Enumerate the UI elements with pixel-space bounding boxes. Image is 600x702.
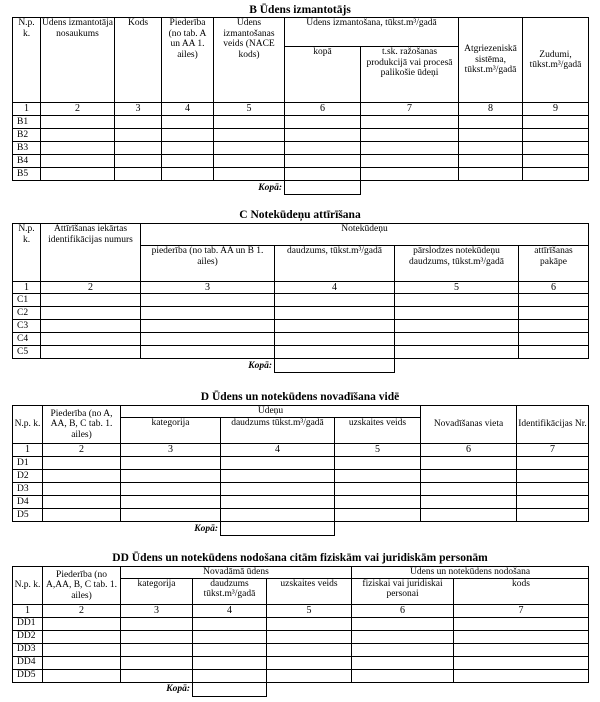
dd-col-accounting: uzskaites veids [267, 578, 352, 604]
row-label: B4 [13, 155, 41, 168]
cell[interactable] [395, 333, 519, 346]
cell[interactable] [121, 496, 221, 509]
cell[interactable] [43, 630, 121, 643]
cell[interactable] [519, 346, 589, 359]
cell[interactable] [459, 129, 523, 142]
cell[interactable] [41, 142, 115, 155]
table-dd [12, 566, 589, 697]
total-row [13, 181, 589, 195]
cell[interactable] [421, 509, 517, 522]
cell[interactable] [361, 168, 459, 181]
cell[interactable] [421, 470, 517, 483]
cell[interactable] [214, 116, 285, 129]
cell[interactable] [335, 483, 421, 496]
b-col-np: N.p. k. [13, 18, 41, 103]
table-row [13, 630, 589, 643]
row-label: DD3 [13, 643, 43, 656]
cell[interactable] [517, 470, 589, 483]
dd-col-handover: Ūdens un notekūdens nodošana [352, 567, 589, 579]
table-row [13, 307, 589, 320]
cell[interactable] [285, 129, 361, 142]
cell[interactable] [121, 470, 221, 483]
cell[interactable] [141, 333, 275, 346]
row-label: D2 [13, 470, 43, 483]
cell[interactable] [121, 457, 221, 470]
row-label: D4 [13, 496, 43, 509]
cell[interactable] [141, 320, 275, 333]
table-row [13, 168, 589, 181]
cell[interactable] [41, 116, 115, 129]
total-label: Kopā: [121, 522, 221, 536]
total-cell[interactable] [285, 181, 361, 195]
dd-col-amount: daudzums tūkst.m³/gadā [193, 578, 267, 604]
cell[interactable] [517, 457, 589, 470]
cell[interactable] [41, 307, 141, 320]
table-row [13, 320, 589, 333]
dd-num: 5 [267, 604, 352, 617]
cell[interactable] [517, 509, 589, 522]
cell[interactable] [267, 656, 352, 669]
b-num: 8 [459, 103, 523, 116]
cell[interactable] [519, 320, 589, 333]
cell[interactable] [43, 669, 121, 682]
d-col-belong: Piederība (no A, AA, B, C tab. 1. ailes) [43, 406, 121, 444]
row-label: B1 [13, 116, 41, 129]
cell[interactable] [361, 116, 459, 129]
table-row [13, 116, 589, 129]
row-label: C4 [13, 333, 41, 346]
cell[interactable] [395, 346, 519, 359]
section-d-title: D Ūdens un notekūdens novadīšana vidē [200, 391, 400, 403]
cell[interactable] [459, 155, 523, 168]
b-num: 9 [523, 103, 589, 116]
table-row [13, 470, 589, 483]
cell[interactable] [121, 483, 221, 496]
b-num: 7 [361, 103, 459, 116]
cell[interactable] [43, 496, 121, 509]
cell[interactable] [43, 483, 121, 496]
c-col-amount: daudzums, tūkst.m³/gadā [275, 246, 395, 282]
row-label: DD2 [13, 630, 43, 643]
cell[interactable] [275, 320, 395, 333]
table-row [13, 643, 589, 656]
cell[interactable] [121, 509, 221, 522]
cell[interactable] [162, 116, 214, 129]
cell[interactable] [285, 168, 361, 181]
dd-num: 6 [352, 604, 454, 617]
cell[interactable] [421, 483, 517, 496]
cell[interactable] [352, 617, 454, 630]
cell[interactable] [335, 470, 421, 483]
cell[interactable] [267, 643, 352, 656]
cell[interactable] [395, 307, 519, 320]
cell[interactable] [459, 142, 523, 155]
cell[interactable] [141, 294, 275, 307]
cell[interactable] [41, 168, 115, 181]
cell[interactable] [395, 294, 519, 307]
dd-col-np: N.p. k. [13, 567, 43, 605]
table-row [13, 483, 589, 496]
d-num: 2 [43, 444, 121, 457]
cell[interactable] [459, 116, 523, 129]
row-label: C2 [13, 307, 41, 320]
row-label: C1 [13, 294, 41, 307]
cell[interactable] [43, 457, 121, 470]
table-d [12, 405, 589, 536]
d-col-accounting: uzskaites veids [335, 418, 421, 444]
dd-num: 4 [193, 604, 267, 617]
cell[interactable] [454, 630, 589, 643]
d-num: 1 [13, 444, 43, 457]
cell[interactable] [193, 643, 267, 656]
row-label: DD4 [13, 656, 43, 669]
total-row [13, 522, 589, 536]
cell[interactable] [41, 129, 115, 142]
table-row [13, 294, 589, 307]
cell[interactable] [193, 617, 267, 630]
cell[interactable] [352, 669, 454, 682]
cell[interactable] [41, 333, 141, 346]
c-num: 6 [519, 282, 589, 294]
cell[interactable] [352, 656, 454, 669]
cell[interactable] [523, 116, 589, 129]
cell[interactable] [395, 320, 519, 333]
total-cell[interactable] [275, 359, 395, 373]
total-label: Kopā: [121, 682, 193, 696]
cell[interactable] [454, 643, 589, 656]
cell[interactable] [275, 333, 395, 346]
row-label: D5 [13, 509, 43, 522]
dd-col-diverted: Novadāmā ūdens [121, 567, 352, 579]
b-col-total: kopā [285, 47, 361, 103]
cell[interactable] [523, 129, 589, 142]
b-col-type: Ūdens izmantošanas veids (NACE kods) [214, 18, 285, 103]
cell[interactable] [162, 142, 214, 155]
total-row [13, 359, 589, 373]
b-num: 3 [115, 103, 162, 116]
b-col-code: Kods [115, 18, 162, 103]
dd-num: 2 [43, 604, 121, 617]
table-row [13, 617, 589, 630]
row-label: D1 [13, 457, 43, 470]
dd-num: 1 [13, 604, 43, 617]
section-c-title: C Notekūdeņu attīrīšana [239, 209, 361, 221]
cell[interactable] [519, 333, 589, 346]
table-row [13, 509, 589, 522]
d-num: 7 [517, 444, 589, 457]
cell[interactable] [193, 630, 267, 643]
cell[interactable] [214, 168, 285, 181]
cell[interactable] [523, 155, 589, 168]
b-col-losses: Zudumi, tūkst.m³/gadā [523, 18, 589, 103]
cell[interactable] [41, 294, 141, 307]
row-label: B3 [13, 142, 41, 155]
cell[interactable] [121, 630, 193, 643]
cell[interactable] [141, 307, 275, 320]
cell[interactable] [221, 496, 335, 509]
c-col-np: N.p. k. [13, 224, 41, 282]
d-col-np: N.p. k. [13, 406, 43, 444]
b-num: 2 [41, 103, 115, 116]
cell[interactable] [41, 155, 115, 168]
d-num: 4 [221, 444, 335, 457]
row-label: DD1 [13, 617, 43, 630]
cell[interactable] [454, 617, 589, 630]
dd-num: 7 [454, 604, 589, 617]
c-num: 3 [141, 282, 275, 294]
c-num: 4 [275, 282, 395, 294]
c-col-id: Attīrīšanas iekārtas identifikācijas numurs [41, 224, 141, 282]
cell[interactable] [141, 346, 275, 359]
cell[interactable] [221, 457, 335, 470]
cell[interactable] [162, 168, 214, 181]
table-row [13, 142, 589, 155]
table-row [13, 669, 589, 682]
d-num: 3 [121, 444, 221, 457]
row-label: C5 [13, 346, 41, 359]
cell[interactable] [361, 129, 459, 142]
cell[interactable] [519, 294, 589, 307]
total-cell[interactable] [221, 522, 335, 536]
cell[interactable] [162, 129, 214, 142]
row-label: B5 [13, 168, 41, 181]
cell[interactable] [275, 294, 395, 307]
section-b-title: B Ūdens izmantotājs [249, 4, 351, 16]
cell[interactable] [267, 669, 352, 682]
cell[interactable] [43, 643, 121, 656]
table-b [12, 17, 589, 195]
b-num: 5 [214, 103, 285, 116]
b-col-name: Ūdens izmantotāja nosaukums [41, 18, 115, 103]
cell[interactable] [115, 168, 162, 181]
table-row [13, 656, 589, 669]
cell[interactable] [115, 142, 162, 155]
table-c [12, 223, 589, 373]
row-label: C3 [13, 320, 41, 333]
total-label: Kopā: [141, 359, 275, 373]
c-col-stage: attīrīšanas pakāpe [519, 246, 589, 282]
dd-col-person: fiziskai vai juridiskai personai [352, 578, 454, 604]
cell[interactable] [335, 457, 421, 470]
table-row [13, 346, 589, 359]
b-col-production: t.sk. ražošanas produkcijā vai procesā palikošie ūdeņi [361, 47, 459, 103]
b-num: 4 [162, 103, 214, 116]
total-row [13, 682, 589, 696]
table-row [13, 155, 589, 168]
cell[interactable] [519, 307, 589, 320]
d-col-place: Novadīšanas vieta [421, 406, 517, 444]
cell[interactable] [121, 643, 193, 656]
cell[interactable] [121, 617, 193, 630]
b-col-belong: Piederība (no tab. A un AA 1. ailes) [162, 18, 214, 103]
cell[interactable] [523, 142, 589, 155]
d-num: 5 [335, 444, 421, 457]
cell[interactable] [115, 155, 162, 168]
cell[interactable] [275, 307, 395, 320]
cell[interactable] [352, 643, 454, 656]
cell[interactable] [115, 129, 162, 142]
cell[interactable] [275, 346, 395, 359]
cell[interactable] [121, 656, 193, 669]
cell[interactable] [221, 509, 335, 522]
d-col-ident: Identifikācijas Nr. [517, 406, 589, 444]
cell[interactable] [41, 320, 141, 333]
row-label: D3 [13, 483, 43, 496]
total-label: Kopā: [214, 181, 285, 195]
cell[interactable] [454, 669, 589, 682]
cell[interactable] [214, 142, 285, 155]
table-row [13, 129, 589, 142]
cell[interactable] [193, 669, 267, 682]
d-col-water: Ūdeņu [121, 406, 421, 418]
cell[interactable] [41, 346, 141, 359]
cell[interactable] [121, 669, 193, 682]
cell[interactable] [214, 155, 285, 168]
b-col-returned: Atgriezeniskā sistēma, tūkst.m³/gadā [459, 18, 523, 103]
c-num: 1 [13, 282, 41, 294]
total-cell[interactable] [193, 682, 267, 696]
cell[interactable] [267, 617, 352, 630]
b-num: 1 [13, 103, 41, 116]
c-num: 2 [41, 282, 141, 294]
cell[interactable] [43, 617, 121, 630]
c-col-overload: pārslodzes notekūdeņu daudzums, tūkst.m³/gadā [395, 246, 519, 282]
cell[interactable] [162, 155, 214, 168]
cell[interactable] [335, 509, 421, 522]
cell[interactable] [352, 630, 454, 643]
dd-num: 3 [121, 604, 193, 617]
row-label: DD5 [13, 669, 43, 682]
d-num: 6 [421, 444, 517, 457]
c-num: 5 [395, 282, 519, 294]
b-col-used: Ūdens izmantošana, tūkst.m³/gadā [285, 18, 459, 47]
c-col-wastewater: Notekūdeņu [141, 224, 589, 246]
cell[interactable] [517, 483, 589, 496]
cell[interactable] [214, 129, 285, 142]
table-row [13, 333, 589, 346]
cell[interactable] [43, 470, 121, 483]
cell[interactable] [517, 496, 589, 509]
table-row [13, 496, 589, 509]
cell[interactable] [285, 155, 361, 168]
dd-col-category: kategorija [121, 578, 193, 604]
cell[interactable] [454, 656, 589, 669]
table-row [13, 457, 589, 470]
dd-col-belong: Piederība (no A,AA, B, C tab. 1. ailes) [43, 567, 121, 605]
cell[interactable] [221, 470, 335, 483]
cell[interactable] [523, 168, 589, 181]
cell[interactable] [285, 142, 361, 155]
cell[interactable] [43, 656, 121, 669]
cell[interactable] [115, 116, 162, 129]
c-col-belong: piederība (no tab. AA un B 1. ailes) [141, 246, 275, 282]
b-num: 6 [285, 103, 361, 116]
d-col-category: kategorija [121, 418, 221, 444]
d-col-amount: daudzums tūkst.m³/gadā [221, 418, 335, 444]
row-label: B2 [13, 129, 41, 142]
dd-col-code: kods [454, 578, 589, 604]
cell[interactable] [267, 630, 352, 643]
cell[interactable] [361, 155, 459, 168]
cell[interactable] [43, 509, 121, 522]
section-dd-title: DD Ūdens un notekūdens nodošana citām fiziskām vai juridiskām personām [112, 552, 488, 564]
cell[interactable] [459, 168, 523, 181]
cell[interactable] [335, 496, 421, 509]
cell[interactable] [361, 142, 459, 155]
cell[interactable] [285, 116, 361, 129]
cell[interactable] [193, 656, 267, 669]
cell[interactable] [421, 457, 517, 470]
cell[interactable] [421, 496, 517, 509]
cell[interactable] [221, 483, 335, 496]
